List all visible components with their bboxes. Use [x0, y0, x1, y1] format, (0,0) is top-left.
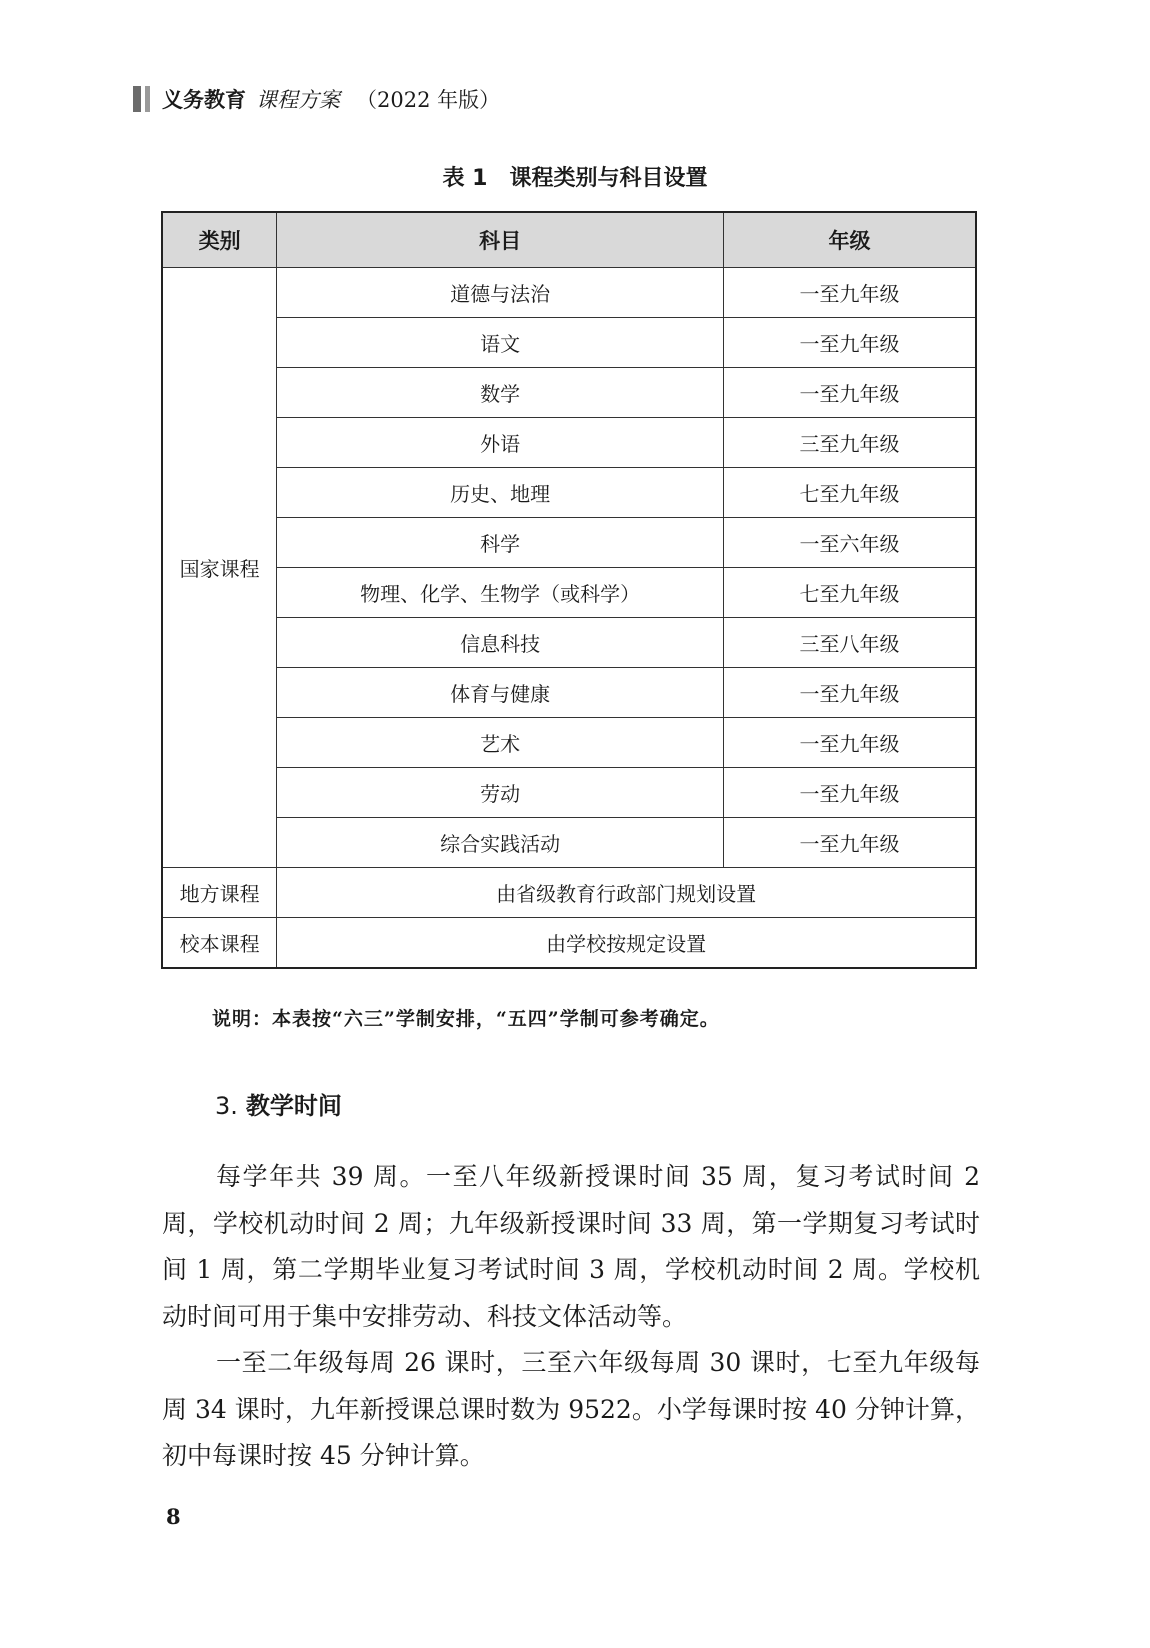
table-note: 说明：本表按“六三”学制安排，“五四”学制可参考确定。: [212, 1008, 720, 1030]
grade-cell: 一至九年级: [724, 268, 976, 318]
grade-cell: 七至九年级: [724, 468, 976, 518]
running-header: [133, 86, 500, 112]
header-title-bold: 义务教育: [162, 88, 246, 112]
subject-cell: 科学: [277, 518, 724, 568]
category-cell: 地方课程: [162, 868, 277, 918]
table-caption-title: 课程类别与科目设置: [509, 166, 708, 191]
subject-cell: 艺术: [277, 718, 724, 768]
header-bars-icon: [133, 86, 150, 112]
grade-cell: 一至九年级: [724, 818, 976, 868]
table-row: [162, 668, 976, 718]
header-edition: （2022 年版）: [356, 88, 501, 112]
grade-cell: 一至六年级: [724, 518, 976, 568]
table-row: [162, 368, 976, 418]
table-row: [162, 318, 976, 368]
table-row: [162, 468, 976, 518]
course-table: [161, 211, 977, 969]
table-caption-number: 表 1: [442, 166, 488, 191]
header-grade: 年级: [724, 212, 976, 268]
table-row: [162, 818, 976, 868]
grade-cell: 三至八年级: [724, 618, 976, 668]
table-header-row: [162, 212, 976, 268]
grade-cell: 一至九年级: [724, 718, 976, 768]
grade-cell: 三至九年级: [724, 418, 976, 468]
table-row: [162, 518, 976, 568]
table-caption: [0, 161, 1150, 192]
subject-cell: 体育与健康: [277, 668, 724, 718]
subject-cell: 信息科技: [277, 618, 724, 668]
grade-cell: 一至九年级: [724, 668, 976, 718]
section-number: 3.: [215, 1092, 238, 1120]
category-cell: 国家课程: [162, 268, 277, 868]
table-body: [162, 268, 976, 969]
category-cell: 校本课程: [162, 918, 277, 969]
subject-cell: 道德与法治: [277, 268, 724, 318]
grade-cell: 七至九年级: [724, 568, 976, 618]
grade-cell: 一至九年级: [724, 368, 976, 418]
subject-cell: 劳动: [277, 768, 724, 818]
setting-cell: 由省级教育行政部门规划设置: [277, 868, 976, 918]
subject-cell: 外语: [277, 418, 724, 468]
header-subject: 科目: [277, 212, 724, 268]
header-title-italic: 课程方案: [256, 88, 340, 112]
page-number: 8: [166, 1504, 181, 1529]
subject-cell: 物理、化学、生物学（或科学）: [277, 568, 724, 618]
subject-cell: 历史、地理: [277, 468, 724, 518]
subject-cell: 数学: [277, 368, 724, 418]
table-row: [162, 718, 976, 768]
table-row: [162, 618, 976, 668]
table-row: [162, 268, 976, 318]
body-text: [162, 1154, 980, 1480]
paragraph: 一至二年级每周 26 课时，三至六年级每周 30 课时，七至九年级每周 34 课时，九年新授课总课时数为 9522。小学每课时按 40 分钟计算，初中每课时按 45 分钟计算。: [162, 1348, 980, 1470]
table-row: [162, 768, 976, 818]
grade-cell: 一至九年级: [724, 768, 976, 818]
table-row: [162, 568, 976, 618]
subject-cell: 综合实践活动: [277, 818, 724, 868]
section-title: 教学时间: [245, 1092, 342, 1120]
subject-cell: 语文: [277, 318, 724, 368]
table-row: [162, 918, 976, 969]
header-category: 类别: [162, 212, 277, 268]
paragraph: 每学年共 39 周。一至八年级新授课时间 35 周，复习考试时间 2 周，学校机动时间 2 周；九年级新授课时间 33 周，第一学期复习考试时间 1 周，第二学期毕业复习考试时间 3 周，学校机动时间 2 周。学校机动时间可用于集中安排劳动、科技文体活动等。: [162, 1162, 980, 1331]
table-row: [162, 418, 976, 468]
grade-cell: 一至九年级: [724, 318, 976, 368]
setting-cell: 由学校按规定设置: [277, 918, 976, 969]
section-heading: [215, 1086, 342, 1121]
table-row: [162, 868, 976, 918]
